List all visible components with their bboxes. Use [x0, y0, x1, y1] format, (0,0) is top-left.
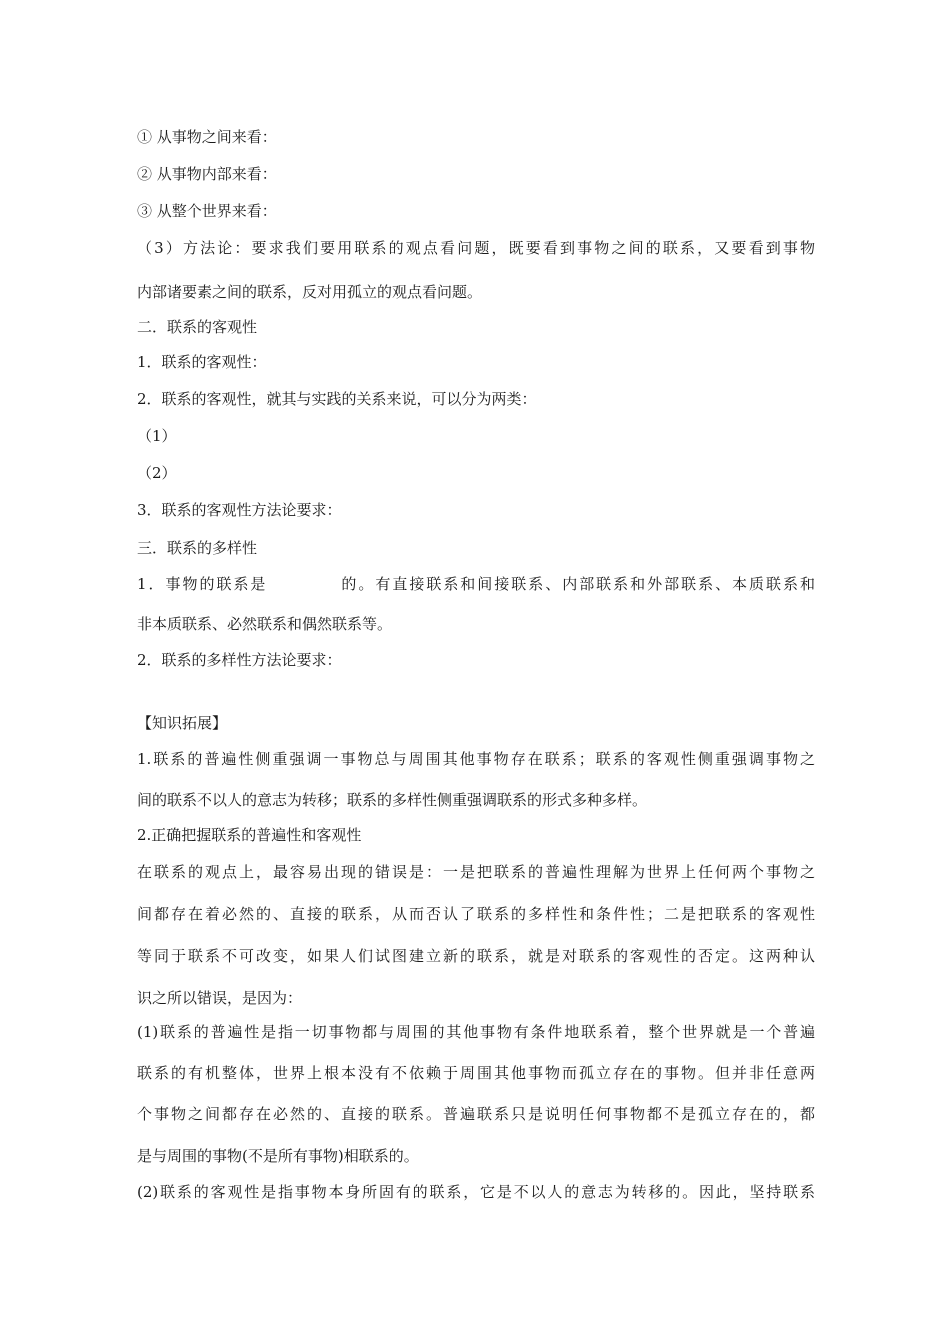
text-line: 在联系的观点上，最容易出现的错误是：一是把联系的普遍性理解为世界上任何两个事物之	[137, 863, 815, 881]
text-line: （1）	[137, 427, 177, 445]
text-line: 联系的有机整体，世界上根本没有不依赖于周围其他事物而孤立存在的事物。但并非任意两	[137, 1064, 815, 1082]
text-line: 识之所以错误，是因为：	[137, 989, 303, 1007]
text-line: 非本质联系、必然联系和偶然联系等。	[137, 615, 393, 633]
section-heading: 二．联系的客观性	[137, 318, 258, 336]
text-line: (2)联系的客观性是指事物本身所固有的联系，它是不以人的意志为转移的。因此，坚持联系	[137, 1183, 815, 1201]
text-line: ③ 从整个世界来看：	[137, 202, 277, 220]
text-fragment: 1．事物的联系是	[137, 575, 268, 593]
text-line: 2．联系的客观性，就其与实践的关系来说，可以分为两类：	[137, 390, 537, 408]
section-heading: 三．联系的多样性	[137, 539, 258, 557]
text-line: （2）	[137, 464, 177, 482]
text-line	[137, 574, 815, 594]
text-line: 2．联系的多样性方法论要求：	[137, 651, 342, 669]
text-line: 2.正确把握联系的普遍性和客观性	[137, 826, 362, 844]
text-line: (1)联系的普遍性是指一切事物都与周围的其他事物有条件地联系着，整个世界就是一个普遍	[137, 1023, 815, 1041]
text-line: ① 从事物之间来看：	[137, 128, 277, 146]
text-line: 1．联系的客观性：	[137, 353, 267, 371]
text-line: 间都存在着必然的、直接的联系，从而否认了联系的多样性和条件性；二是把联系的客观性	[137, 905, 815, 923]
text-line: 3．联系的客观性方法论要求：	[137, 501, 342, 519]
text-line: ② 从事物内部来看：	[137, 165, 277, 183]
text-line: 是与周围的事物(不是所有事物)相联系的。	[137, 1147, 419, 1165]
section-heading: 【知识拓展】	[137, 714, 228, 732]
text-fragment: 的。有直接联系和间接联系、内部联系和外部联系、本质联系和	[339, 575, 815, 593]
text-line: 等同于联系不可改变，如果人们试图建立新的联系，就是对联系的客观性的否定。这两种认	[137, 947, 815, 965]
text-line: 个事物之间都存在必然的、直接的联系。普遍联系只是说明任何事物都不是孤立存在的，都	[137, 1105, 815, 1123]
text-line: 1.联系的普遍性侧重强调一事物总与周围其他事物存在联系；联系的客观性侧重强调事物之	[137, 750, 815, 768]
text-line: 间的联系不以人的意志为转移；联系的多样性侧重强调联系的形式多种多样。	[137, 791, 648, 809]
text-line: （3）方法论：要求我们要用联系的观点看问题，既要看到事物之间的联系，又要看到事物	[137, 239, 815, 257]
text-line: 内部诸要素之间的联系，反对用孤立的观点看问题。	[137, 283, 483, 301]
